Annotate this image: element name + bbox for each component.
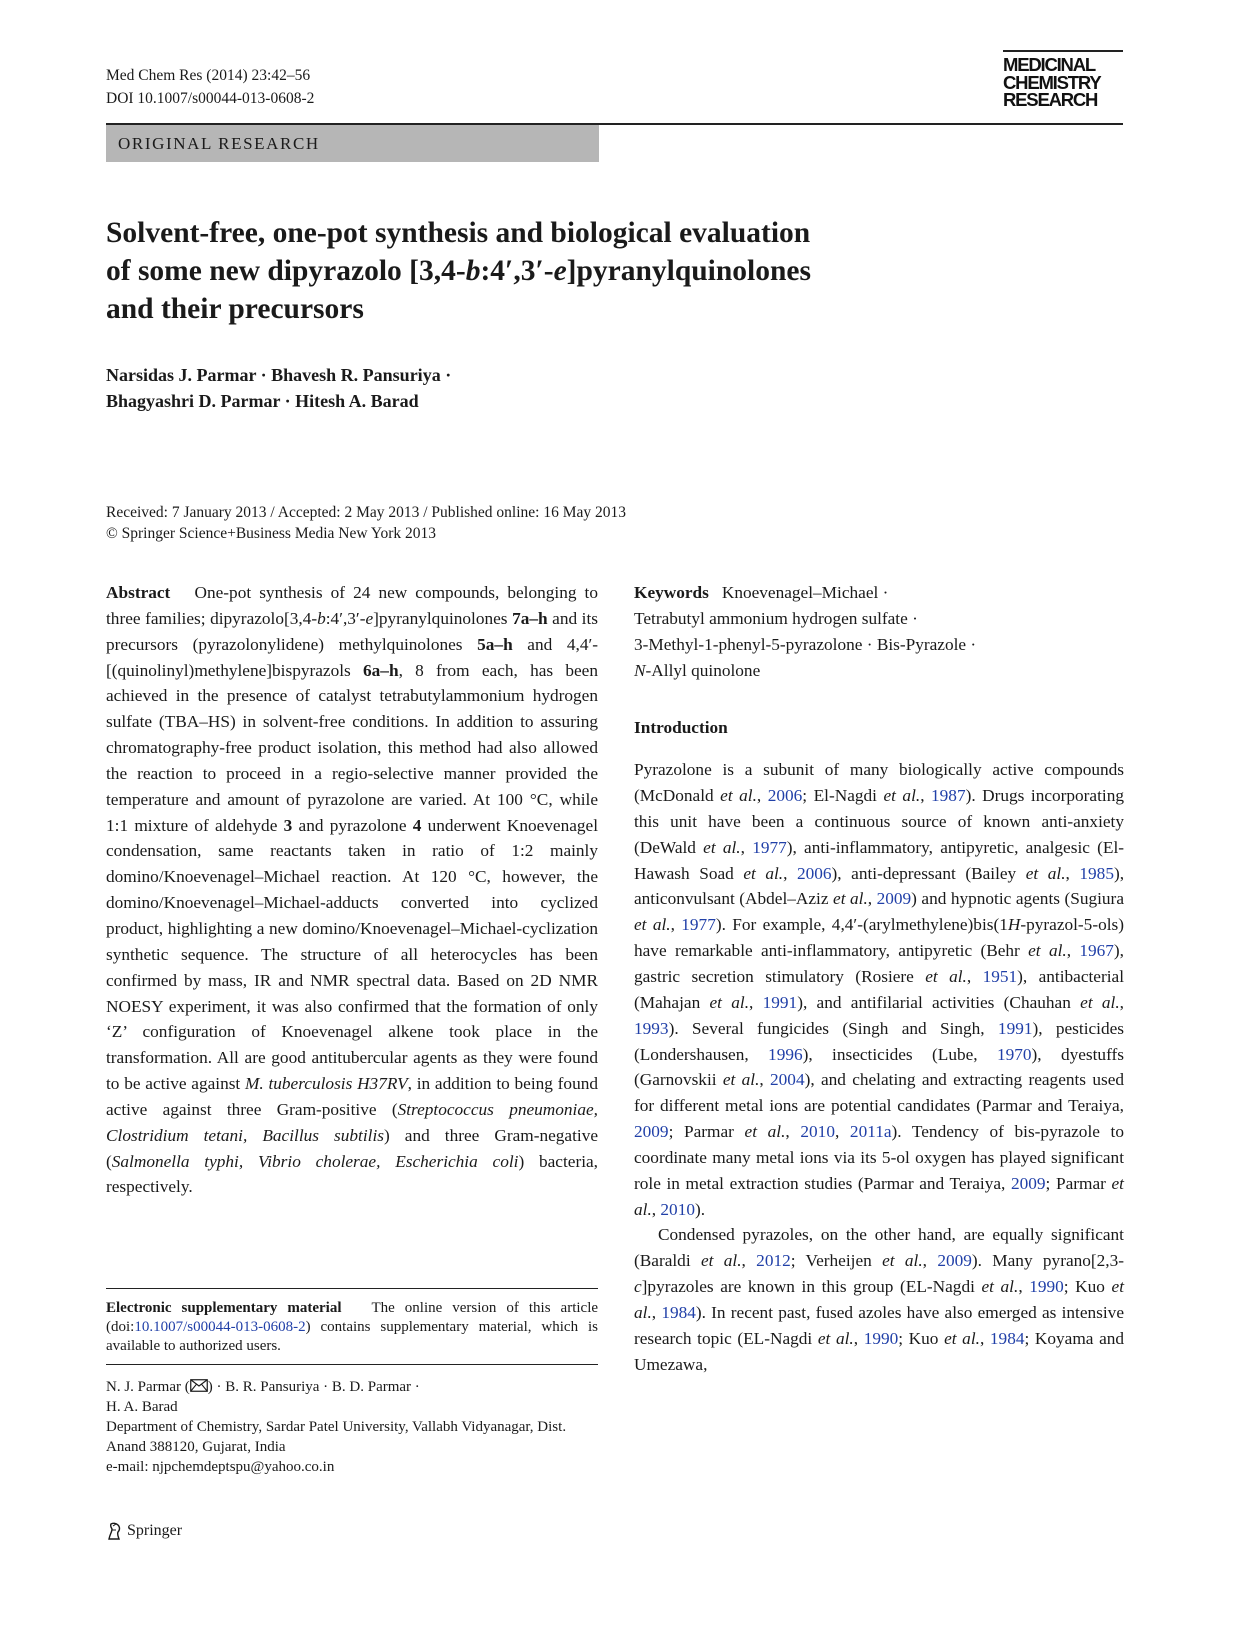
affiliation-authors-cont: H. A. Barad — [106, 1399, 178, 1415]
publisher-name: Springer — [127, 1522, 183, 1539]
citation-link[interactable]: 1990 — [1029, 1277, 1064, 1297]
title-line: of some new dipyrazolo [3,4-b:4′,3′-e]pyranylquinolones — [106, 255, 811, 287]
citation-link[interactable]: 1984 — [989, 1328, 1025, 1348]
article-title — [106, 214, 986, 328]
citation-link[interactable]: 1990 — [863, 1328, 899, 1348]
journal-citation-block — [106, 64, 314, 110]
section-label: ORIGINAL RESEARCH — [106, 125, 599, 162]
abstract-label: Abstract — [106, 583, 171, 602]
supplementary-material-note: Electronic supplementary material The online version of this article (doi:10.1007/s00044-013-0608-2) contains supplementary material, which is available to authorized users. — [106, 1288, 598, 1356]
received-accepted-published: Received: 7 January 2013 / Accepted: 2 May 2013 / Published online: 16 May 2013 — [106, 504, 627, 521]
citation-link[interactable]: 2011a — [849, 1122, 892, 1142]
citation-link[interactable]: 2010 — [800, 1122, 835, 1142]
esm-label: Electronic supplementary material — [106, 1300, 342, 1316]
introduction-paragraph-1: Pyrazolone is a subunit of many biologically active compounds (McDonald et al., 2006; El-Nagdi et al., 1987). Drugs incorporating this unit have been a continuous source of known anti-anxiety (DeWald et al., 1977), anti-inflammatory, antipyretic, analgesic (El-Hawash Soad et al., 2006), anti-depressant (Bailey et al., 1985), anticonvulsant (Abdel–Aziz et al., 2009) and hypnotic agents (Sugiura et al., 1977). For example, 4,4′-(arylmethylene)bis(1H-pyrazol-5-ols) have remarkable anti-inflammatory, antipyretic (Behr et al., 1967), gastric secretion stimulatory (Rosiere et al., 1951), antibacterial (Mahajan et al., 1991), and antifilarial activities (Chauhan et al., 1993). Several fungicides (Singh and Singh, 1991), pesticides (Londershausen, 1996), insecticides (Lube, 1970), dyestuffs (Garnovskii et al., 2004), and chelating and extracting reagents used for different metal ions are potential candidates (Parmar and Teraiya, 2009; Parmar et al., 2010, 2011a). Tendency of bis-pyrazole to coordinate many metal ions via its 5-ol oxygen has played significant role in metal extraction studies (Parmar and Teraiya, 2009; Parmar et al., 2010). — [634, 760, 1125, 1219]
citation-link[interactable]: 1967 — [1079, 941, 1114, 961]
keyword-line: Tetrabutyl ammonium hydrogen sulfate · — [634, 608, 918, 628]
keywords — [634, 580, 1124, 683]
copyright: © Springer Science+Business Media New York 2013 — [106, 525, 437, 542]
citation-link[interactable]: 1951 — [982, 966, 1018, 986]
doi-link[interactable]: 10.1007/s00044-013-0608-2 — [134, 1319, 306, 1335]
citation-link[interactable]: 1991 — [997, 1018, 1033, 1038]
keyword-line: Keywords Knoevenagel–Michael · — [634, 583, 889, 602]
affiliation-department: Department of Chemistry, Sardar Patel University, Vallabh Vidyanagar, Dist. Anand 388120, Gujarat, India — [106, 1419, 567, 1455]
citation-link[interactable]: 1977 — [681, 915, 716, 935]
citation-link[interactable]: 2006 — [796, 863, 832, 883]
citation-link[interactable]: 1970 — [996, 1044, 1032, 1064]
citation-link[interactable]: 1991 — [762, 992, 798, 1012]
citation-link[interactable]: 2009 — [937, 1251, 972, 1271]
corresponding-email: e-mail: njpchemdeptspu@yahoo.co.in — [106, 1459, 335, 1475]
envelope-icon — [190, 1379, 208, 1392]
journal-logo-line: RESEARCH — [1003, 89, 1098, 110]
affiliation-authors: N. J. Parmar ( ) · B. R. Pansuriya · B. D. Parmar · — [106, 1379, 420, 1395]
author-line: Bhagyashri D. Parmar · Hitesh A. Barad — [106, 391, 419, 411]
abstract-text: Abstract One-pot synthesis of 24 new compounds, belonging to three families; dipyrazolo[3,4-b:4′,3′-e]pyranylquinolones 7a–h and its precursors (pyrazolonylidene) methylquinolones 5a–h and 4,4′-[(quinolinyl)methylene]bispyrazols 6a–h, 8 from each, has been achieved in the presence of catalyst tetrabutylammonium hydrogen sulfate (TBA–HS) in solvent-free conditions. In addition to assuring chromatography-free product isolation, this method had also allowed the reaction to proceed in a regio-selective manner provided the temperature and amount of pyrazolone are varied. At 100 °C, while 1:1 mixture of aldehyde 3 and pyrazolone 4 underwent Knoevenagel condensation, same reactants taken in ratio of 1:2 mainly domino/Knoevenagel–Michael reaction. At 120 °C, however, the domino/Knoevenagel–Michael-adducts converted into cyclized product, highlighting a new domino/Knoevenagel–Michael-cyclization synthetic sequence. The structure of all heterocycles has been confirmed by mass, IR and NMR spectral data. Based on 2D NMR NOESY experiment, it was also confirmed that the formation of only ‘Z’ configuration of Knoevenagel alkene took place in the transformation. All are good antitubercular agents as they were found to be active against M. tuberculosis H37RV, in addition to being found active against three Gram-positive (Streptococcus pneumoniae, Clostridium tetani, Bacillus subtilis) and three Gram-negative (Salmonella typhi, Vibrio cholerae, Escherichia coli) bacteria, respectively. — [106, 583, 599, 1197]
title-line: Solvent-free, one-pot synthesis and biological evaluation — [106, 217, 811, 249]
citation-link[interactable]: 1993 — [634, 1018, 669, 1038]
page-footer — [106, 1521, 182, 1541]
citation-link[interactable]: 1996 — [768, 1044, 803, 1064]
publication-history — [106, 502, 626, 544]
journal-doi: DOI 10.1007/s00044-013-0608-2 — [106, 90, 315, 107]
citation-link[interactable]: 2006 — [767, 786, 803, 806]
citation-link[interactable]: 2009 — [876, 889, 912, 909]
journal-logo — [1003, 50, 1123, 109]
keywords-label: Keywords — [634, 583, 709, 602]
citation-link[interactable]: 1977 — [752, 837, 787, 857]
right-column — [634, 580, 1124, 1377]
title-line: and their precursors — [106, 293, 364, 325]
journal-logo-line: CHEMISTRY — [1003, 71, 1101, 93]
journal-logo-line: MEDICINAL — [1003, 54, 1095, 75]
springer-horse-icon — [106, 1521, 122, 1541]
author-list — [106, 362, 451, 414]
citation-link[interactable]: 2010 — [660, 1199, 695, 1219]
citation-link[interactable]: 1985 — [1079, 863, 1114, 883]
introduction-paragraph-2: Condensed pyrazoles, on the other hand, are equally significant (Baraldi et al., 2012; Verheijen et al., 2009). Many pyrano[2,3-c]pyrazoles are known in this group (EL-Nagdi et al., 1990; Kuo et al., 1984). In recent past, fused azoles have also emerged as intensive research topic (EL-Nagdi et al., 1990; Kuo et al., 1984; Koyama and Umezawa, — [634, 1225, 1125, 1374]
citation-link[interactable]: 2009 — [634, 1122, 669, 1142]
keyword-line: 3-Methyl-1-phenyl-5-pyrazolone · Bis-Pyrazole · — [634, 634, 977, 654]
author-line: Narsidas J. Parmar · Bhavesh R. Pansuriya · — [106, 365, 452, 385]
citation-link[interactable]: 1984 — [661, 1302, 696, 1322]
citation-link[interactable]: 2009 — [1010, 1173, 1046, 1193]
abstract — [106, 580, 598, 1200]
author-affiliation — [106, 1364, 598, 1477]
citation-link[interactable]: 2004 — [770, 1070, 805, 1090]
journal-citation: Med Chem Res (2014) 23:42–56 — [106, 67, 311, 84]
citation-link[interactable]: 1987 — [931, 786, 966, 806]
introduction-heading: Introduction — [634, 718, 728, 738]
keyword-line: N-Allyl quinolone — [634, 660, 761, 680]
citation-link[interactable]: 2012 — [756, 1251, 791, 1271]
